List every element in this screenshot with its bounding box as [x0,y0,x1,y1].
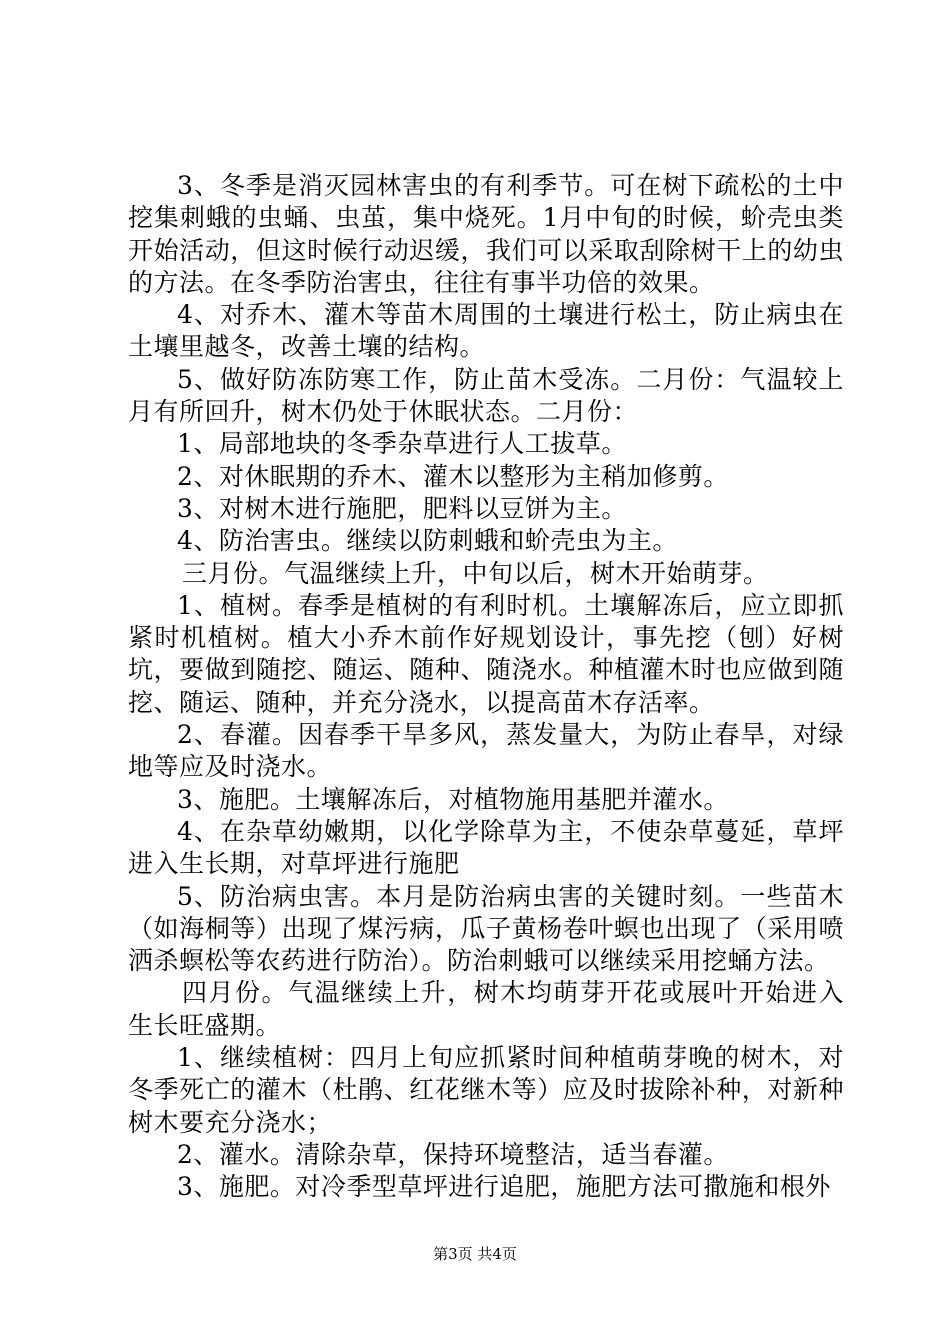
paragraph-feb-weeding: 1、局部地块的冬季杂草进行人工拔草。 [177,429,627,459]
paragraph-loosen-soil: 4、对乔木、灌木等苗木周围的土壤进行松土，防止病虫在土壤里越冬，改善土壤的结构。 [128,300,844,362]
paragraph-april-heading: 四月份。气温继续上升，树木均萌芽开花或展叶开始进入生长旺盛期。 [128,978,844,1040]
paragraph-march-heading: 三月份。气温继续上升，中旬以后，树木开始萌芽。 [182,558,769,588]
page-number-footer: 第3页 共4页 [433,1245,517,1263]
paragraph-mar-irrigation: 2、春灌。因春季干旱多风，蒸发量大，为防止春旱，对绿地等应及时浇水。 [128,720,844,782]
paragraph-mar-planting: 1、植树。春季是植树的有利时机。土壤解冻后，应立即抓紧时机植树。植大小乔木前作好规划设计，事先挖（刨）好树坑，要做到随挖、随运、随种、随浇水。种植灌木时也应做到随挖、随运、随种，并充分浇水，以提高苗木存活率。 [128,590,844,717]
paragraph-apr-fertilizing: 3、施肥。对冷季型草坪进行追肥，施肥方法可撒施和根外 [177,1172,831,1202]
paragraph-feb-fertilizing: 3、对树木进行施肥，肥料以豆饼为主。 [177,493,627,523]
paragraph-apr-planting: 1、继续植树：四月上旬应抓紧时间种植萌芽晚的树木，对冬季死亡的灌木（杜鹃、红花继木等）应及时拔除补种，对新种树木要充分浇水； [128,1043,844,1137]
document-body [128,170,844,1204]
paragraph-mar-pest-control: 5、防治病虫害。本月是防治病虫害的关键时刻。一些苗木（如海桐等）出现了煤污病，瓜子黄杨卷叶螟也出现了（采用喷洒杀螟松等农药进行防治）。防治刺蛾可以继续采用挖蛹方法。 [128,881,844,976]
paragraph-frost-protection: 5、做好防冻防寒工作，防止苗木受冻。二月份：气温较上月有所回升，树木仍处于休眠状态。二月份： [128,364,844,427]
paragraph-feb-pruning: 2、对休眠期的乔木、灌木以整形为主稍加修剪。 [177,461,729,491]
paragraph-mar-fertilizing: 3、施肥。土壤解冻后，对植物施用基肥并灌水。 [177,784,729,814]
paragraph-feb-pest-control: 4、防治害虫。继续以防刺蛾和蚧壳虫为主。 [177,526,678,556]
paragraph-apr-irrigation: 2、灌水。清除杂草，保持环境整洁，适当春灌。 [177,1139,729,1169]
paragraph-mar-weeding: 4、在杂草幼嫩期，以化学除草为主，不使杂草蔓延，草坪进入生长期，对草坪进行施肥 [128,816,844,879]
paragraph-winter-pests: 3、冬季是消灭园林害虫的有利季节。可在树下疏松的土中挖集刺蛾的虫蛹、虫茧，集中烧死。1月中旬的时候，蚧壳虫类开始活动，但这时候行动迟缓，我们可以采取刮除树干上的幼虫的方法。在冬季防治害虫，往往有事半功倍的效果。 [128,171,844,297]
